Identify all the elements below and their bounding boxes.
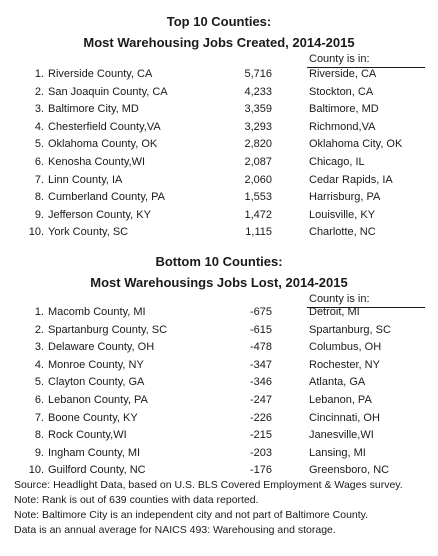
rank-cell: 2.: [34, 323, 44, 336]
data-note: Data is an annual average for NAICS 493: Warehousing and storage.: [14, 524, 336, 536]
county-cell: Macomb County, MI: [48, 306, 146, 318]
table-row: [0, 323, 438, 338]
top-column-header: County is in:: [309, 53, 370, 65]
value-cell: 1,472: [244, 208, 272, 221]
rank-cell: 4.: [34, 120, 44, 133]
county-cell: Chesterfield County,VA: [48, 120, 161, 133]
value-cell: -247: [249, 394, 272, 406]
value-cell: 3,359: [244, 103, 272, 116]
rank-cell: 4.: [34, 358, 44, 371]
footnotes: [14, 478, 434, 538]
table-row: [0, 340, 438, 355]
city-cell: Janesville,WI: [309, 429, 374, 442]
rank-cell: 10.: [28, 226, 44, 239]
county-cell: San Joaquin County, CA: [48, 85, 168, 98]
table-row: [0, 190, 438, 205]
value-cell: -346: [249, 376, 272, 389]
city-cell: Columbus, OH: [309, 341, 382, 354]
rank-cell: 6.: [34, 394, 44, 406]
table-row: [0, 305, 438, 320]
value-cell: 5,716: [244, 68, 272, 80]
value-cell: 4,233: [244, 85, 272, 98]
county-cell: York County, SC: [48, 226, 129, 239]
city-cell: Louisville, KY: [309, 208, 376, 221]
value-cell: 1,553: [244, 191, 272, 204]
rank-cell: 5.: [34, 376, 44, 389]
county-cell: Baltimore City, MD: [48, 103, 139, 116]
value-cell: -675: [249, 306, 272, 318]
city-cell: Greensboro, NC: [309, 464, 390, 477]
value-cell: 2,087: [244, 156, 272, 168]
bottom-title-line2: Most Warehousings Jobs Lost, 2014-2015: [90, 275, 348, 290]
city-cell: Cincinnati, OH: [309, 411, 380, 424]
bottom-title-line1: Bottom 10 Counties:: [155, 254, 283, 269]
table-row: [0, 102, 438, 117]
value-cell: 3,293: [244, 120, 272, 133]
city-cell: Detroit, MI: [309, 306, 360, 318]
city-cell: Rochester, NY: [309, 358, 380, 371]
city-cell: Richmond,VA: [309, 120, 376, 133]
rank-cell: 7.: [34, 411, 44, 424]
rank-cell: 10.: [28, 464, 44, 477]
value-cell: -226: [249, 411, 272, 424]
county-cell: Lebanon County, PA: [48, 394, 148, 406]
rank-cell: 9.: [34, 446, 44, 459]
rank-cell: 3.: [34, 341, 44, 354]
city-cell: Charlotte, NC: [309, 226, 376, 239]
county-cell: Spartanburg County, SC: [48, 323, 168, 336]
value-cell: 1,115: [245, 226, 272, 239]
table-row: [0, 67, 438, 82]
bottom-column-header: County is in:: [309, 293, 370, 305]
rank-cell: 1.: [34, 306, 44, 318]
table-row: [0, 173, 438, 188]
rank-cell: 7.: [34, 173, 44, 186]
table-row: [0, 411, 438, 426]
county-cell: Guilford County, NC: [48, 464, 146, 477]
value-cell: -215: [249, 429, 272, 442]
county-cell: Linn County, IA: [48, 173, 123, 186]
county-cell: Riverside County, CA: [48, 68, 153, 80]
city-cell: Chicago, IL: [309, 156, 365, 168]
table-row: [0, 428, 438, 443]
value-cell: 2,820: [244, 138, 272, 151]
city-cell: Spartanburg, SC: [309, 323, 391, 336]
county-cell: Clayton County, GA: [48, 376, 145, 389]
county-cell: Kenosha County,WI: [48, 156, 146, 168]
county-cell: Delaware County, OH: [48, 341, 155, 354]
table-row: [0, 375, 438, 390]
rank-cell: 8.: [34, 191, 44, 204]
county-cell: Oklahoma County, OK: [48, 138, 158, 151]
city-cell: Harrisburg, PA: [309, 191, 381, 204]
source-note: Source: Headlight Data, based on U.S. BLS Covered Employment & Wages survey.: [14, 479, 403, 491]
city-cell: Cedar Rapids, IA: [309, 173, 393, 186]
value-cell: -176: [249, 464, 272, 477]
table-row: [0, 225, 438, 240]
baltimore-note: Note: Baltimore City is an independent city and not part of Baltimore County.: [14, 509, 369, 521]
rank-note: Note: Rank is out of 639 counties with data reported.: [14, 494, 259, 506]
city-cell: Oklahoma City, OK: [309, 138, 403, 151]
city-cell: Lebanon, PA: [309, 394, 372, 406]
county-cell: Boone County, KY: [48, 411, 138, 424]
county-cell: Ingham County, MI: [48, 446, 141, 459]
table-row: [0, 358, 438, 373]
table-row: [0, 463, 438, 478]
table-row: [0, 446, 438, 461]
table-row: [0, 155, 438, 170]
rank-cell: 9.: [34, 208, 44, 221]
rank-cell: 8.: [34, 429, 44, 442]
table-row: [0, 393, 438, 408]
county-cell: Monroe County, NY: [48, 358, 144, 371]
table-row: [0, 120, 438, 135]
rank-cell: 1.: [34, 68, 44, 80]
value-cell: -615: [249, 323, 272, 336]
city-cell: Baltimore, MD: [309, 103, 379, 116]
top-title-line1: Top 10 Counties:: [166, 14, 272, 29]
city-cell: Lansing, MI: [309, 446, 366, 459]
city-cell: Stockton, CA: [309, 85, 374, 98]
value-cell: -478: [249, 341, 272, 354]
county-cell: Rock County,WI: [48, 429, 127, 442]
county-cell: Cumberland County, PA: [48, 191, 165, 204]
value-cell: 2,060: [244, 173, 272, 186]
county-cell: Jefferson County, KY: [48, 208, 151, 221]
table-row: [0, 85, 438, 100]
city-cell: Riverside, CA: [309, 68, 377, 80]
rank-cell: 6.: [34, 156, 44, 168]
top-title-line2: Most Warehousing Jobs Created, 2014-2015: [83, 35, 355, 50]
city-cell: Atlanta, GA: [309, 376, 366, 389]
value-cell: -347: [249, 358, 272, 371]
value-cell: -203: [249, 446, 272, 459]
rank-cell: 2.: [34, 85, 44, 98]
rank-cell: 5.: [34, 138, 44, 151]
table-row: [0, 137, 438, 152]
table-row: [0, 208, 438, 223]
rank-cell: 3.: [34, 103, 44, 116]
